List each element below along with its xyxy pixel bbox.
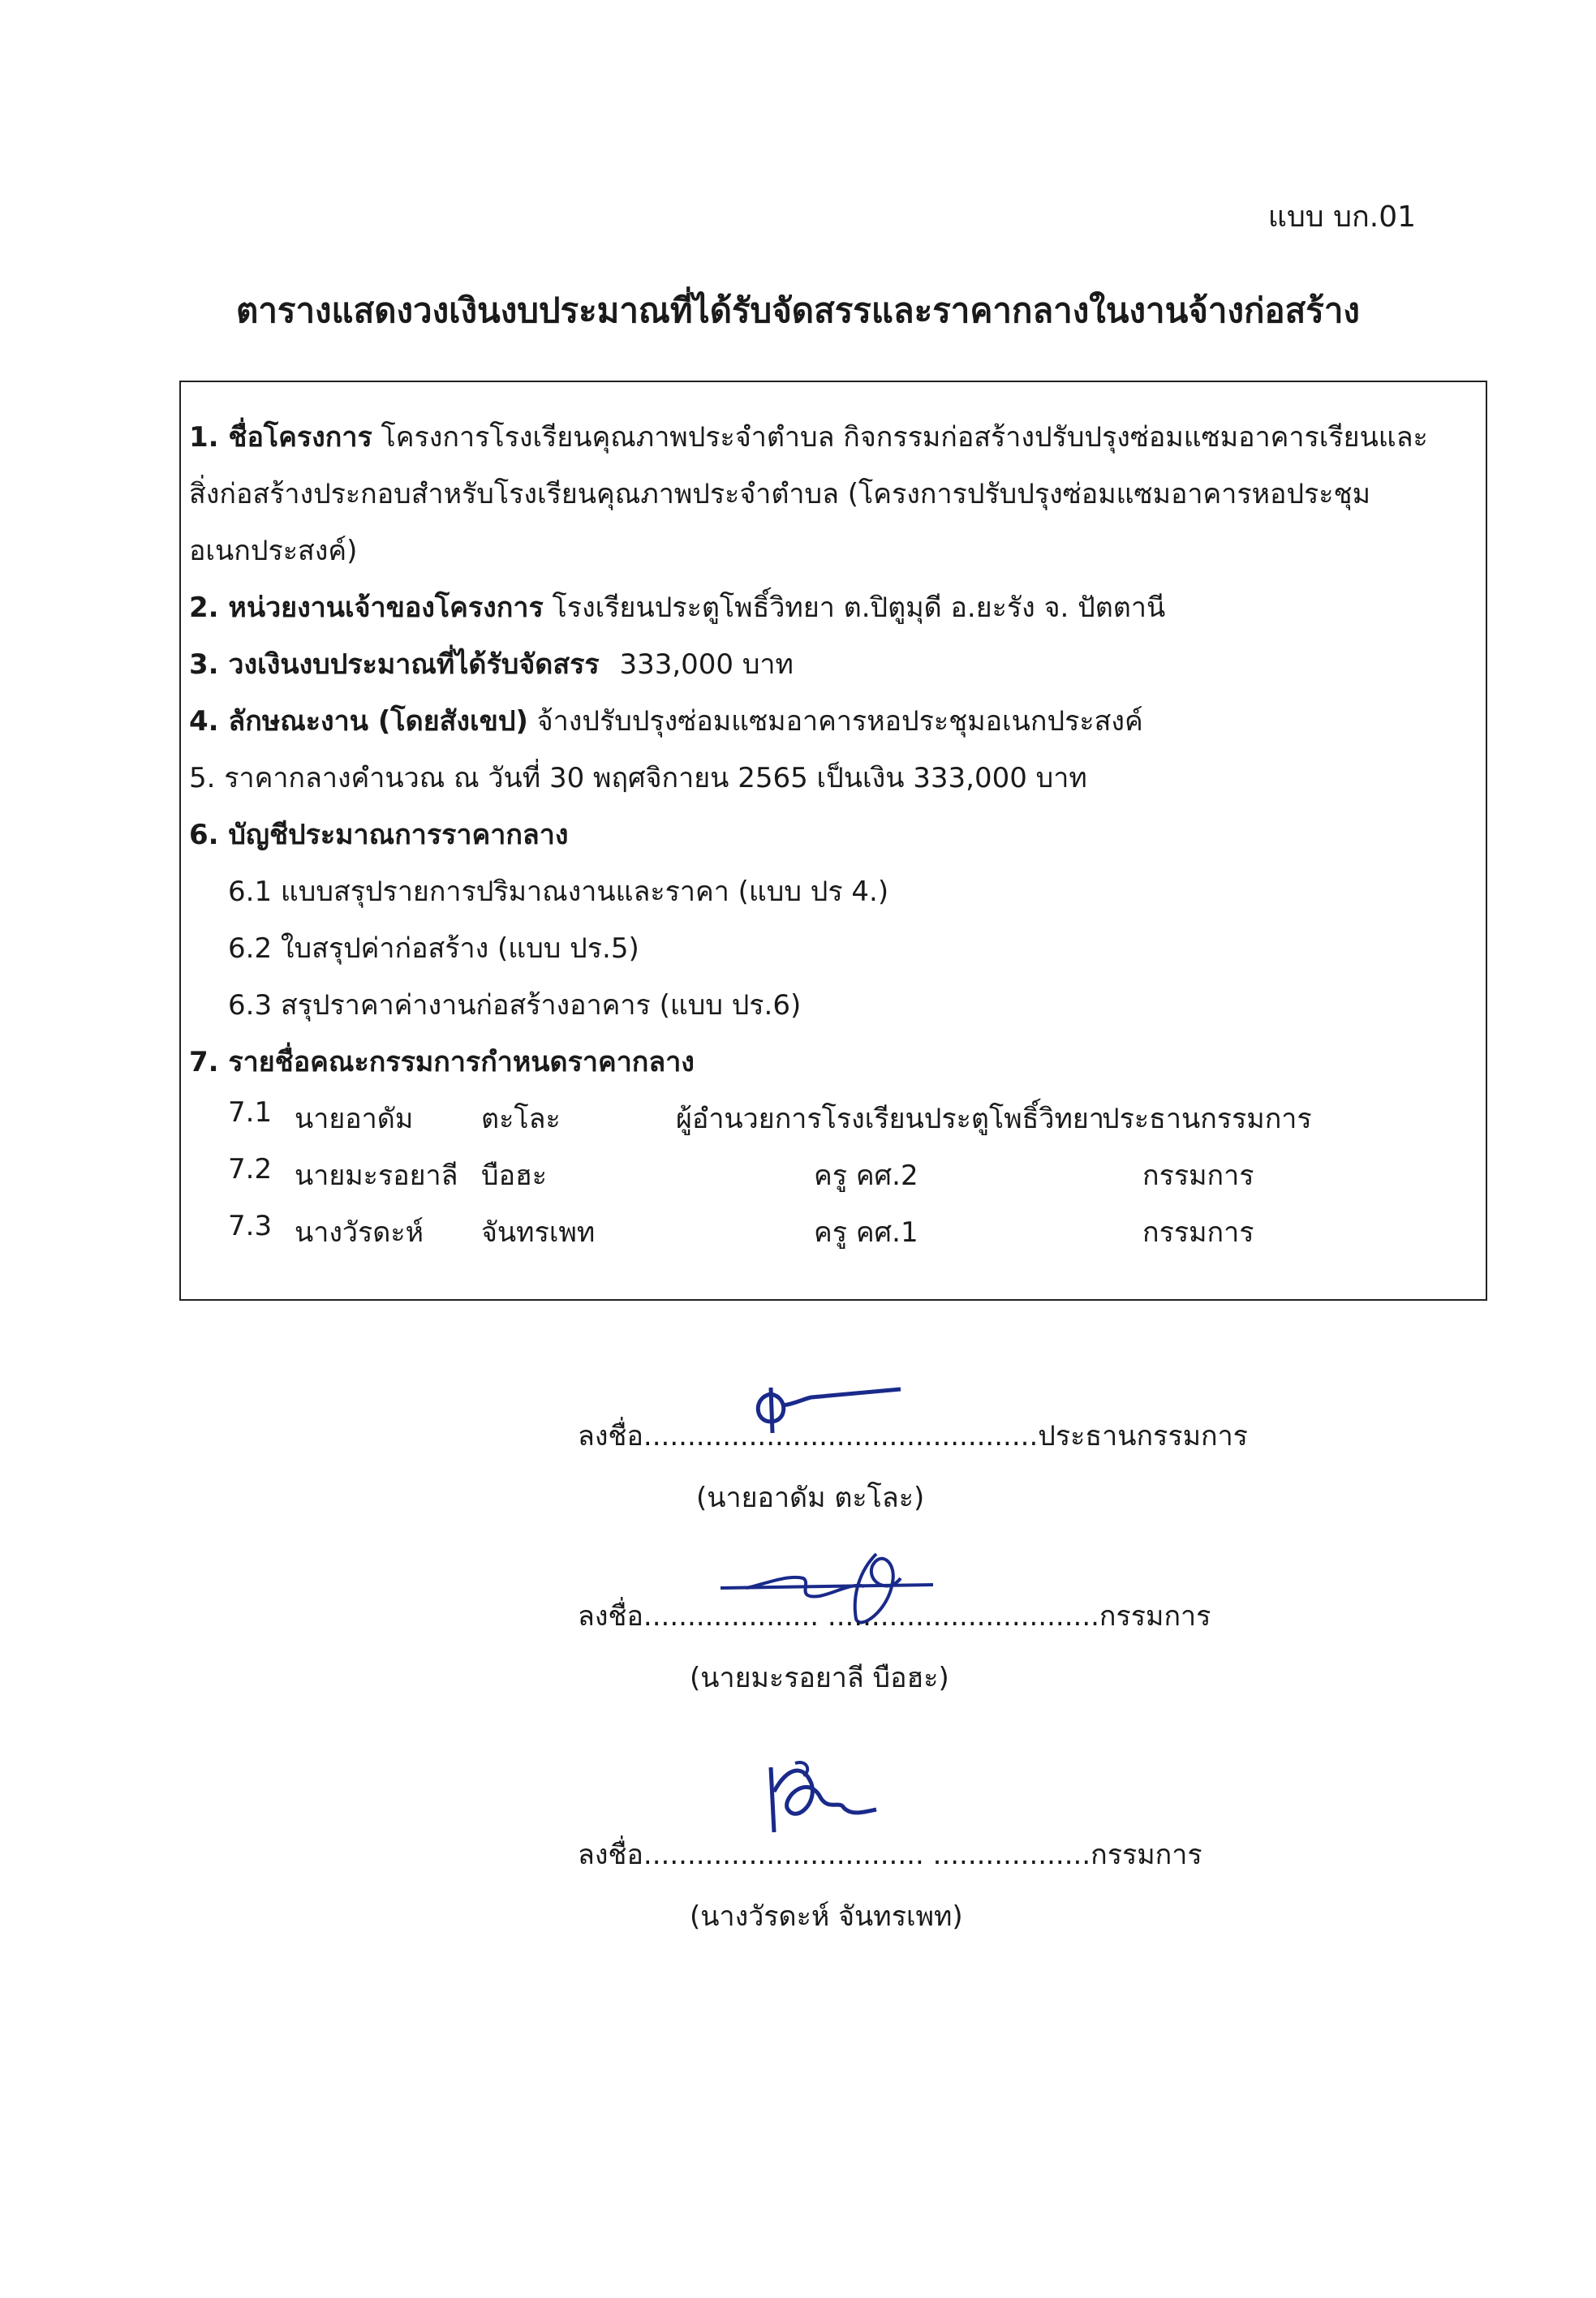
- committee-last-name: บือฮะ: [481, 1160, 548, 1192]
- signature-line-2: ลงชื่อ.................... ...............................กรรมการ: [578, 1600, 1211, 1633]
- item-4-label: 4. ลักษณะงาน (โดยสังเขป): [189, 705, 528, 738]
- item-1-line-3: อเนกประสงค์): [189, 535, 358, 567]
- item-1-line-2: สิ่งก่อสร้างประกอบสำหรับโรงเรียนคุณภาพประจำตำบล (โครงการปรับปรุงซ่อมแซมอาคารหอประชุม: [189, 478, 1371, 510]
- signer-name-2: (นายมะรอยาลี บือฮะ): [690, 1662, 949, 1694]
- committee-last-name: ตะโละ: [481, 1103, 561, 1135]
- item-6-1: 6.1 แบบสรุปรายการปริมาณงานและราคา (แบบ ปร 4.): [228, 876, 889, 908]
- committee-first-name: นางวัรดะห์: [295, 1216, 424, 1249]
- committee-first-name: นายมะรอยาลี: [295, 1160, 458, 1192]
- item-7-label: 7. รายชื่อคณะกรรมการกำหนดราคากลาง: [189, 1046, 695, 1078]
- item-2: [189, 585, 1165, 629]
- committee-no: 7.1: [228, 1096, 273, 1129]
- item-5: [189, 755, 1087, 799]
- signer-name-3: (นางวัรดะห์ จันทรเพท): [690, 1900, 963, 1933]
- signer-name-1: (นายอาดัม ตะโละ): [696, 1482, 925, 1514]
- item-4-text: จ้างปรับปรุงซ่อมแซมอาคารหอประชุมอเนกประสงค์: [536, 705, 1143, 738]
- signature-line-3: ลงชื่อ................................ ..................กรรมการ: [578, 1839, 1202, 1871]
- committee-role: ประธานกรรมการ: [1102, 1103, 1312, 1135]
- item-4: [189, 699, 1143, 742]
- project-info-box: [179, 381, 1487, 1301]
- item-3-text: 333,000 บาท: [619, 648, 794, 681]
- document-title: ตารางแสดงวงเงินงบประมาณที่ได้รับจัดสรรและราคากลางในงานจ้างก่อสร้าง: [236, 290, 1360, 330]
- item-5-text: 30 พฤศจิกายน 2565 เป็นเงิน 333,000 บาท: [548, 762, 1087, 794]
- item-6-3: 6.3 สรุปราคาค่างานก่อสร้างอาคาร (แบบ ปร.6): [228, 989, 802, 1022]
- item-1-line-1: [189, 415, 1428, 458]
- committee-position: ครู คศ.1: [814, 1216, 918, 1249]
- signature-line-1: ลงชื่อ.............................................ประธานกรรมการ: [578, 1420, 1248, 1452]
- item-5-label: 5. ราคากลางคำนวณ ณ วันที่: [189, 762, 541, 794]
- item-3-label: 3. วงเงินงบประมาณที่ได้รับจัดสรร: [189, 648, 600, 681]
- item-6-2: 6.2 ใบสรุปค่าก่อสร้าง (แบบ ปร.5): [228, 932, 639, 965]
- item-1-text: โครงการโรงเรียนคุณภาพประจำตำบล กิจกรรมก่อสร้างปรับปรุงซ่อมแซมอาคารเรียนและ: [381, 421, 1428, 454]
- item-3: [189, 642, 794, 686]
- form-code: แบบ บก.01: [1267, 200, 1416, 234]
- item-1-label: 1. ชื่อโครงการ: [189, 421, 372, 454]
- committee-last-name: จันทรเพท: [481, 1216, 596, 1249]
- committee-position: ครู คศ.2: [814, 1160, 918, 1192]
- item-2-text: โรงเรียนประตูโพธิ์วิทยา ต.ปิตูมุดี อ.ยะรัง จ. ปัตตานี: [552, 592, 1166, 624]
- committee-no: 7.2: [228, 1153, 273, 1186]
- committee-first-name: นายอาดัม: [295, 1103, 414, 1135]
- committee-role: กรรมการ: [1142, 1216, 1254, 1249]
- item-2-label: 2. หน่วยงานเจ้าของโครงการ: [189, 592, 544, 624]
- committee-role: กรรมการ: [1142, 1160, 1254, 1192]
- item-6-label: 6. บัญชีประมาณการราคากลาง: [189, 819, 569, 851]
- committee-position: ผู้อำนวยการโรงเรียนประตูโพธิ์วิทยา: [676, 1103, 1104, 1135]
- committee-no: 7.3: [228, 1210, 273, 1242]
